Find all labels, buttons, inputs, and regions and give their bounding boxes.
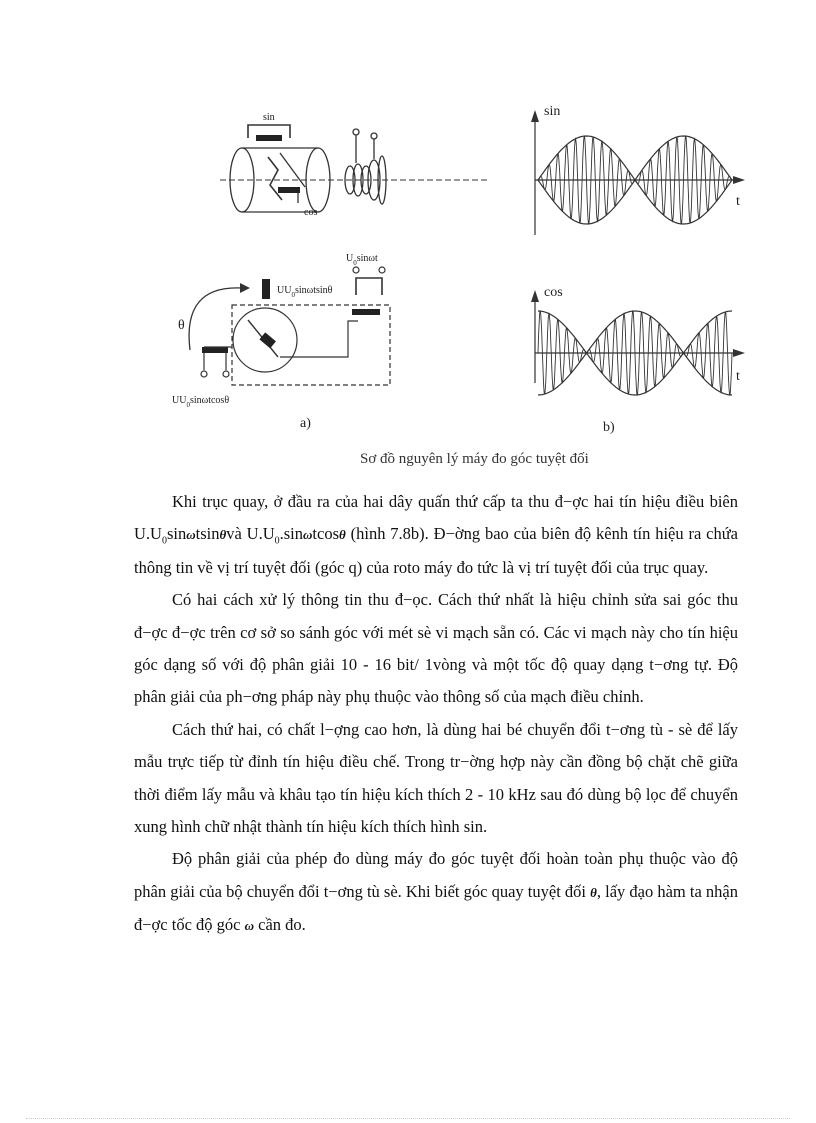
body-text — [134, 486, 738, 943]
paragraph-3: Cách thứ hai, có chất l−ợng cao hơn, là dùng hai bé chuyển đổi t−ơng tù - sè để lấy mẫu trực tiếp từ đỉnh tín hiệu điều chế. Trong tr−ờng hợp này cần đồng bộ chặt chẽ giữa thời điểm lấy mẫu và khâu tạo tín hiệu kích thích 2 - 10 kHz sau đó dùng bộ lọc để chuyển xung hình chữ nhật thành tín hiệu kích thích hình sin. — [134, 719, 738, 837]
label-output-bottom: $UU_0\sin\omega tcos\theta$ — [172, 395, 230, 409]
page-bottom-rule — [26, 1118, 790, 1119]
panel-label-b: b) — [603, 420, 615, 435]
theta-symbol: θ — [590, 884, 597, 900]
figure-caption: Sơ đồ nguyên lý máy đo góc tuyệt đối — [360, 451, 589, 467]
theta-symbol: θ — [219, 527, 227, 543]
waveform-axes — [531, 110, 745, 383]
figure-resolver — [160, 95, 760, 485]
omega-symbol: ω — [186, 527, 196, 543]
paragraph-1: Khi trục quay, ở đầu ra của hai dây quấn thứ cấp ta thu đ−ợc hai tín hiệu điều biên $U.U_0\sin\omega tsin\theta và$ $U.U_0.\sin\omega tcos\theta$ (hình 7.8b). Đ−ờng bao của biên độ kênh tín hiệu ra chứa thông tin về vị trí tuyệt đối (góc q) của roto máy đo tức là vị trí tuyệt đối của trục quay. — [134, 492, 738, 577]
axis-label-t-cos: t — [736, 369, 740, 384]
paragraph-4: Độ phân giải của phép đo dùng máy đo góc tuyệt đối hoàn toàn phụ thuộc vào độ phân giải của bộ chuyển đổi t−ơng tù sè. Khi biết góc quay tuyệt đối θ, lấy đạo hàm ta nhận đ−ợc tốc độ góc ω cần đo. — [134, 849, 738, 935]
panel-label-a: a) — [300, 416, 311, 431]
axis-label-sin: sin — [544, 104, 561, 119]
label-output-top: $UU_0\sin\omega tsin\theta$ — [277, 285, 333, 299]
theta-symbol: θ — [339, 527, 346, 543]
omega-symbol: ω — [244, 918, 254, 934]
axis-label-t-sin: t — [736, 194, 740, 209]
omega-symbol: ω — [303, 527, 313, 543]
figure-drawing — [160, 95, 760, 455]
axis-label-cos: cos — [544, 285, 563, 300]
paragraph-2: Có hai cách xử lý thông tin thu đ−ọc. Cách thứ nhất là hiệu chỉnh sửa sai góc thu đ−ợc đ−ợc trên cơ sở so sánh góc với mét sè vi mạch sẵn có. Các vi mạch này cho tín hiệu góc dạng số với độ phân giải 10 - 16 bit/ 1vòng và một tốc độ quay dạng t−ơng tự. Độ phân giải của ph−ơng pháp này phụ thuộc vào thông số của mạch điều chỉnh. — [134, 590, 738, 707]
label-cos-winding: cos — [304, 207, 318, 218]
label-input: $U_0\sin\omega t$ — [346, 253, 378, 267]
label-sin-winding: sin — [263, 112, 275, 123]
label-theta: θ — [178, 318, 185, 333]
resolver-mechanical-sketch — [220, 125, 490, 212]
